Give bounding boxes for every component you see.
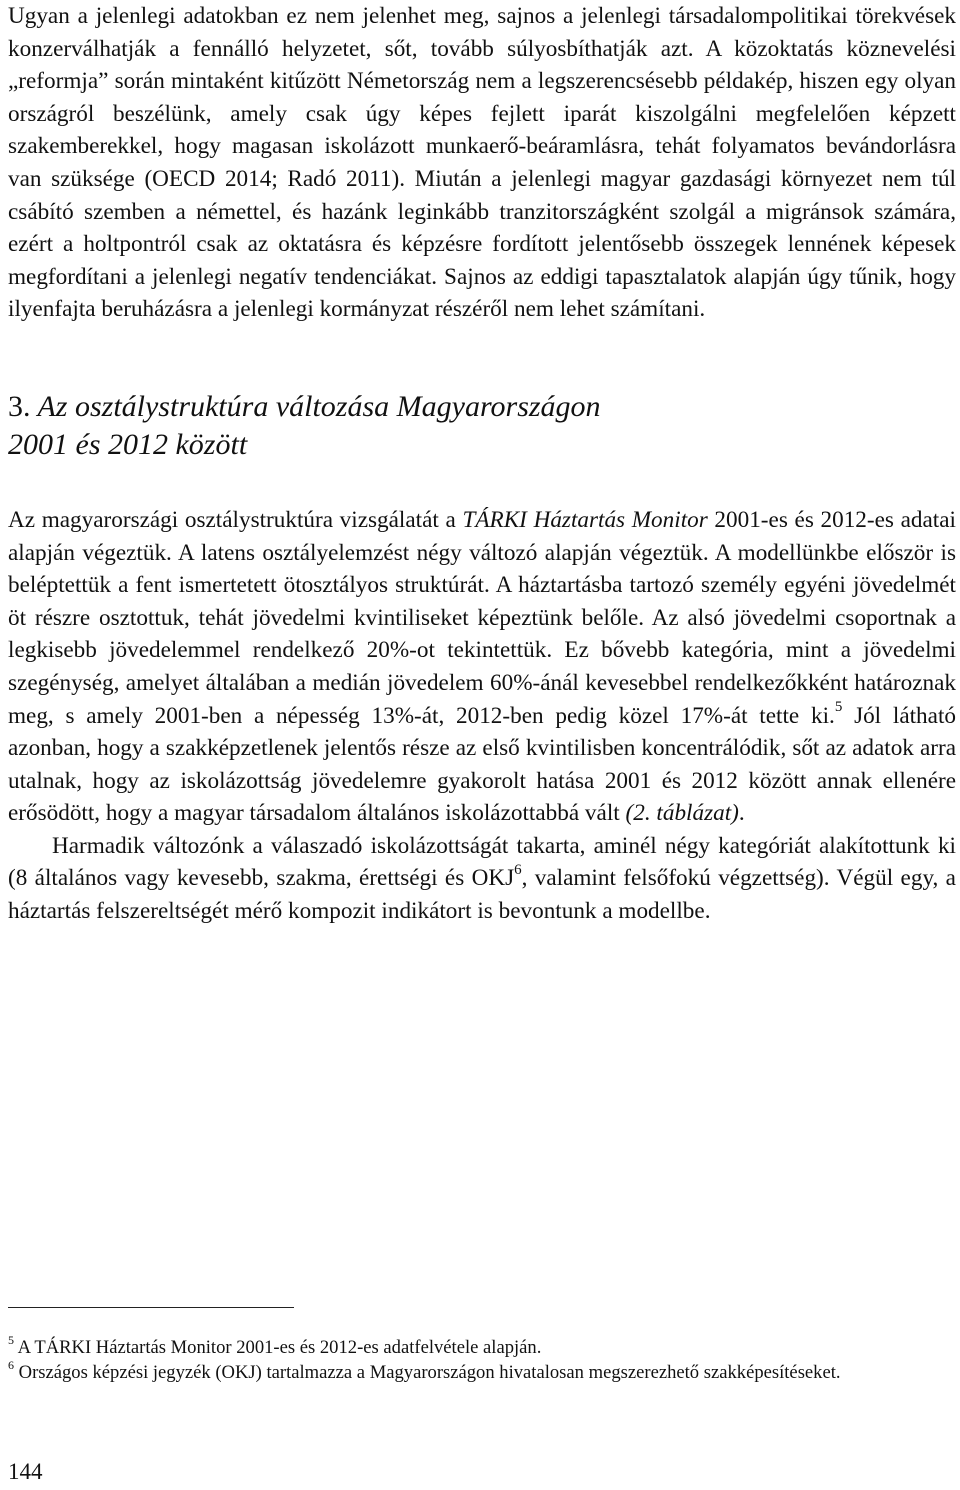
footnote-ref-5[interactable]: 5 (834, 698, 843, 715)
section-heading (8, 388, 956, 464)
footnote-6-number: 6 (8, 1357, 14, 1372)
footnote-5-text: A TÁRKI Háztartás Monitor 2001-es és 2012-es adatfelvétele alapján. (14, 1337, 542, 1358)
section-title-line1: Az osztálystruktúra változása Magyarországon (37, 389, 601, 423)
footnote-5-number: 5 (8, 1332, 14, 1347)
page-number: 144 (8, 1459, 43, 1484)
footnote-ref-6[interactable]: 6 (514, 861, 522, 878)
footnotes (8, 1332, 956, 1385)
p2-text-b: 2001-es és 2012-es adatai alapján végeztük. A latens osztályelemzést négy változó alapján végeztük. A modellünkbe először is beléptettük a fent ismertetett ötosztályos struktúrát. A háztartásba tartozó személy egyéni jövedelmét öt részre osztottuk, tehát jövedelmi kvintiliseket képeztünk belőle. Az alsó jövedelmi csoportnak a legkisebb jövedelemmel rendelkező 20%-ot tekintettük. Ez bővebb kategória, mint a jövedelmi szegénység, amelyet általában a medián jövedelem 60%-ánál kevesebbel rendelkezőkként határoznak meg, s amely 2001-ben a népesség 13%-át, 2012-ben pedig közel 17%-át tette ki. (8, 506, 956, 729)
footnote-divider (8, 1307, 294, 1308)
p3-text-b: , valamint felsőfokú végzettség). Végül egy, a háztartás felszereltségét mérő kompozit indikátort is bevontunk a modellbe. (8, 865, 956, 925)
section-title-line2: 2001 és 2012 között (8, 427, 248, 461)
footnote-6-text: Országos képzési jegyzék (OKJ) tartalmazza a Magyarországon hivatalosan megszerezhető szakképesítéseket. (14, 1362, 841, 1383)
source-name: TÁRKI Háztartás Monitor (462, 506, 708, 533)
p3-text-a: Harmadik változónk a válaszadó iskolázottságát takarta, aminél négy kategóriát alakítottunk ki (8 általános vagy kevesebb, szakma, érettségi és OKJ (8, 832, 956, 892)
p2-text-c: Jól látható azonban, hogy a szakképzetlenek jelentős része az első kvintilisben koncentrálódik, sőt az adatok arra utalnak, hogy az iskolázottság jövedelemre gyakorolt hatása 2001 és 2012 között annak ellenére erősödött, hogy a magyar társadalom általános iskolázottabbá vált (8, 702, 956, 827)
p2-text-a: Az magyarországi osztálystruktúra vizsgálatát a (8, 506, 463, 533)
p2-text-d: . (738, 800, 745, 827)
table-reference[interactable]: (2. táblázat) (625, 800, 739, 827)
footnote-5 (8, 1332, 956, 1360)
paragraph-intro: Ugyan a jelenlegi adatokban ez nem jelenhet meg, sajnos a jelenlegi társadalompolitikai törekvések konzerválhatják a fennálló helyzetet, sőt, tovább súlyosbíthatják azt. A közoktatás köznevelési „reformja” során mintaként kitűzött Németország nem a legszerencsésebb példakép, hiszen egy olyan országról beszélünk, amely csak úgy képes fejlett iparát kiszolgálni megfelelően képzett szakemberekkel, hogy magasan iskolázott munkaerő-beáramlásra, tehát folyamatos bevándorlásra van szüksége (OECD 2014; Radó 2011). Miután a jelenlegi magyar gazdasági környezet nem túl csábító szemben a némettel, és hazánk leginkább tranzitországként szolgál a migránsok számára, ezért a holtpontról csak az oktatásra és képzésre fordított jelentősebb összegek lennének képesek megfordítani a jelenlegi negatív tendenciákat. Sajnos az eddigi tapasztalatok alapján úgy tűnik, hogy ilyenfajta beruházásra a jelenlegi kormányzat részéről nem lehet számítani. (8, 3, 956, 323)
paragraph-variables (8, 830, 956, 928)
section-number: 3. (8, 389, 31, 423)
footnote-6 (8, 1357, 956, 1385)
paragraph-methodology (8, 504, 956, 830)
main-content (8, 0, 956, 928)
